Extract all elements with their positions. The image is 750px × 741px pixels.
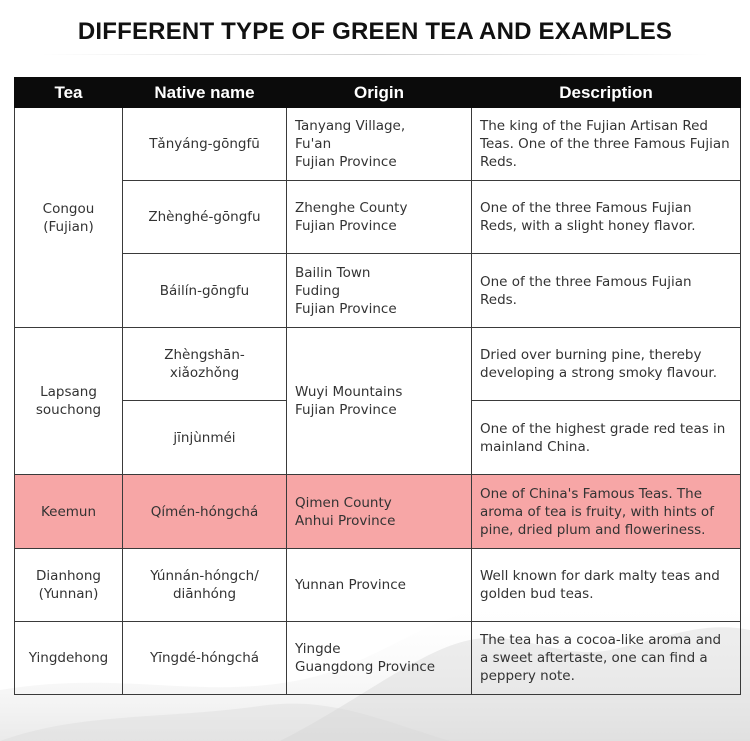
column-header-tea: Tea	[15, 78, 123, 108]
origin-cell: Yunnan Province	[287, 549, 472, 622]
origin-cell: Yingde Guangdong Province	[287, 622, 472, 695]
table-row	[15, 328, 741, 401]
origin-cell: Wuyi Mountains Fujian Province	[287, 328, 472, 475]
native-name-cell: Zhèngshān-xiǎozhǒng	[123, 328, 287, 401]
native-name-cell: Yīngdé-hóngchá	[123, 622, 287, 695]
table-row	[15, 622, 741, 695]
native-name-cell: Qímén-hóngchá	[123, 475, 287, 549]
table-row	[15, 181, 741, 254]
title-divider	[40, 54, 710, 55]
native-name-cell: Báilín-gōngfu	[123, 254, 287, 328]
description-cell: One of China's Famous Teas. The aroma of tea is fruity, with hints of pine, dried plum and floweriness.	[472, 475, 741, 549]
description-cell: One of the three Famous Fujian Reds.	[472, 254, 741, 328]
table-row-highlighted	[15, 475, 741, 549]
origin-cell: Qimen County Anhui Province	[287, 475, 472, 549]
column-header-native-name: Native name	[123, 78, 287, 108]
description-cell: Dried over burning pine, thereby developing a strong smoky flavour.	[472, 328, 741, 401]
description-cell: The king of the Fujian Artisan Red Teas. One of the three Famous Fujian Reds.	[472, 108, 741, 181]
origin-cell: Zhenghe County Fujian Province	[287, 181, 472, 254]
origin-cell: Bailin Town Fuding Fujian Province	[287, 254, 472, 328]
table-header-row	[15, 78, 741, 108]
table-row	[15, 254, 741, 328]
description-cell: One of the highest grade red teas in mainland China.	[472, 401, 741, 475]
tea-cell: Congou (Fujian)	[15, 108, 123, 328]
tea-cell: Keemun	[15, 475, 123, 549]
description-cell: The tea has a cocoa-like aroma and a sweet aftertaste, one can find a peppery note.	[472, 622, 741, 695]
origin-cell: Tanyang Village, Fu'an Fujian Province	[287, 108, 472, 181]
description-cell: Well known for dark malty teas and golden bud teas.	[472, 549, 741, 622]
tea-cell: Lapsang souchong	[15, 328, 123, 475]
column-header-description: Description	[472, 78, 741, 108]
native-name-cell: Yúnnán-hóngch/ diānhóng	[123, 549, 287, 622]
tea-table	[14, 77, 741, 695]
native-name-cell: Tǎnyáng-gōngfū	[123, 108, 287, 181]
native-name-cell: jīnjùnméi	[123, 401, 287, 475]
table-row	[15, 108, 741, 181]
description-cell: One of the three Famous Fujian Reds, with a slight honey flavor.	[472, 181, 741, 254]
page-title: DIFFERENT TYPE OF GREEN TEA AND EXAMPLES	[77, 18, 673, 45]
tea-cell: Dianhong (Yunnan)	[15, 549, 123, 622]
column-header-origin: Origin	[287, 78, 472, 108]
tea-cell: Yingdehong	[15, 622, 123, 695]
table-row	[15, 549, 741, 622]
native-name-cell: Zhènghé-gōngfu	[123, 181, 287, 254]
